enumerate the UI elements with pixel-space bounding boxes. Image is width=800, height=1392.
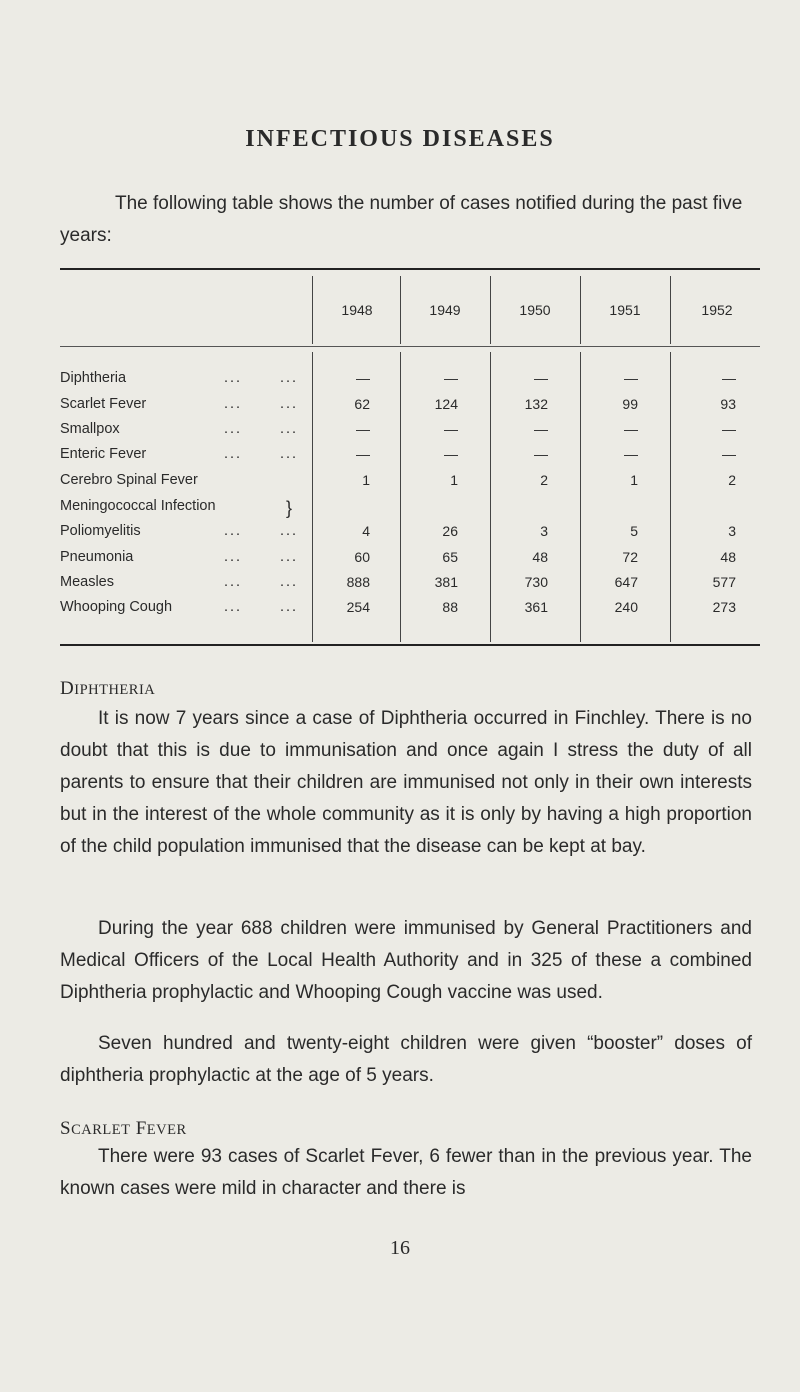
- leader-dots: ...: [224, 574, 243, 590]
- heading-initial: F: [135, 1118, 147, 1139]
- row-label-text: Cerebro Spinal Fever: [60, 472, 198, 488]
- table-cell: 273: [712, 599, 736, 615]
- page-title: INFECTIOUS DISEASES: [245, 126, 555, 152]
- leader-dots: ...: [224, 446, 243, 462]
- table-cell: —: [356, 446, 370, 462]
- leader-dots: ...: [280, 421, 299, 437]
- intro-paragraph: The following table shows the number of cases notified during the past five years:: [60, 193, 743, 246]
- table-cell: 60: [354, 549, 370, 565]
- diphtheria-paragraph-1: It is now 7 years since a case of Diphtheria occurred in Finchley. There is no doubt that this is due to immunisation and once again I stress the duty of all parents to ensure that their children are immunised not only in their own interests but in the interest of the whole community as it is only by having a high proportion of the child population immunised that the disease can be kept at bay.: [60, 708, 752, 857]
- leader-dots: ...: [280, 370, 299, 386]
- table-cell: —: [624, 370, 638, 386]
- table-cell: 48: [532, 549, 548, 565]
- table-cell: 888: [346, 574, 370, 590]
- page-number: 16: [390, 1237, 410, 1259]
- leader-dots: ...: [280, 549, 299, 565]
- year-header-1951: 1951: [609, 302, 641, 318]
- table-cell: —: [722, 370, 736, 386]
- col-divider: [490, 276, 491, 344]
- row-label-text: Whooping Cough: [60, 599, 173, 615]
- table-cell: 3: [540, 523, 548, 539]
- table-cell: 5: [630, 523, 638, 539]
- table-cell: 240: [614, 599, 638, 615]
- leader-dots: ...: [280, 446, 299, 462]
- table-cell: 72: [622, 549, 638, 565]
- row-label-text: Pneumonia: [60, 549, 134, 565]
- col-divider: [400, 276, 401, 344]
- row-label-text: Enteric Fever: [60, 446, 147, 462]
- leader-dots: ...: [224, 549, 243, 565]
- row-label: [60, 421, 310, 437]
- row-label-text: Smallpox: [60, 421, 120, 437]
- table-bottom-rule: [60, 644, 760, 646]
- table-cell: 1: [362, 472, 370, 488]
- row-label: [60, 370, 310, 386]
- year-header-1948: 1948: [341, 302, 373, 318]
- row-label: [60, 549, 310, 565]
- table-cell: —: [534, 370, 548, 386]
- table-cell: 647: [614, 574, 638, 590]
- scarlet-fever-paragraph: There were 93 cases of Scarlet Fever, 6 fewer than in the previous year. The known cases were mild in character and there is: [60, 1146, 752, 1199]
- row-label-text: Scarlet Fever: [60, 396, 147, 412]
- scarlet-fever-heading: [60, 1118, 187, 1140]
- table-cell: 730: [524, 574, 548, 590]
- table-cell: —: [722, 446, 736, 462]
- table-cell: —: [534, 446, 548, 462]
- table-cell: —: [356, 370, 370, 386]
- heading-initial: S: [60, 1118, 72, 1139]
- table-cell: 1: [630, 472, 638, 488]
- row-label: [60, 472, 310, 488]
- leader-dots: ...: [224, 421, 243, 437]
- leader-dots: ...: [224, 599, 243, 615]
- table-cell: 4: [362, 523, 370, 539]
- table-cell: 88: [442, 599, 458, 615]
- row-label-text: Poliomyelitis: [60, 523, 141, 539]
- row-label: [60, 574, 310, 590]
- leader-dots: ...: [224, 396, 243, 412]
- table-header-rule: [60, 346, 760, 347]
- table-top-rule: [60, 268, 760, 270]
- table-cell: 48: [720, 549, 736, 565]
- table-cell: —: [444, 421, 458, 437]
- col-divider: [580, 276, 581, 344]
- heading-rest: EVER: [146, 1122, 187, 1138]
- col-divider: [670, 276, 671, 344]
- diphtheria-heading: [60, 678, 155, 700]
- table-cell: —: [356, 421, 370, 437]
- brace-mark: }: [286, 498, 293, 518]
- row-label: [60, 446, 310, 462]
- row-label: [60, 599, 310, 615]
- table-cell: 1: [450, 472, 458, 488]
- table-cell: —: [444, 370, 458, 386]
- leader-dots: ...: [280, 574, 299, 590]
- row-label: [60, 498, 310, 514]
- table-cell: 65: [442, 549, 458, 565]
- table-cell: 2: [728, 472, 736, 488]
- table-cell: 132: [524, 396, 548, 412]
- leader-dots: ...: [224, 523, 243, 539]
- heading-initial: D: [60, 678, 75, 699]
- leader-dots: ...: [280, 599, 299, 615]
- table-cell: 93: [720, 396, 736, 412]
- col-divider: [312, 276, 313, 344]
- table-cell: 361: [524, 599, 548, 615]
- cases-table: [60, 266, 760, 648]
- table-cell: —: [444, 446, 458, 462]
- table-cell: 2: [540, 472, 548, 488]
- table-cell: 99: [622, 396, 638, 412]
- table-cell: 254: [346, 599, 370, 615]
- row-label-text: Meningococcal Infection: [60, 498, 216, 514]
- diphtheria-paragraph-2: During the year 688 children were immunised by General Practitioners and Medical Officers of the Local Health Authority and in 325 of these a combined Diphtheria prophylactic and Whooping Cough vaccine was used.: [60, 918, 752, 1003]
- leader-dots: ...: [280, 523, 299, 539]
- table-cell: —: [624, 446, 638, 462]
- leader-dots: ...: [224, 370, 243, 386]
- heading-rest: CARLET: [71, 1122, 131, 1138]
- diphtheria-paragraph-3: Seven hundred and twenty-eight children were given “booster” doses of diphtheria prophylactic at the age of 5 years.: [60, 1033, 752, 1086]
- row-label: [60, 523, 310, 539]
- year-header-1949: 1949: [429, 302, 461, 318]
- col-divider: [670, 352, 671, 642]
- table-cell: 3: [728, 523, 736, 539]
- table-cell: 62: [354, 396, 370, 412]
- row-label: [60, 396, 310, 412]
- table-cell: —: [722, 421, 736, 437]
- table-cell: 577: [712, 574, 736, 590]
- table-cell: 124: [434, 396, 458, 412]
- row-label-text: Measles: [60, 574, 114, 590]
- table-cell: 381: [434, 574, 458, 590]
- table-cell: 26: [442, 523, 458, 539]
- table-cell: —: [534, 421, 548, 437]
- table-cell: —: [624, 421, 638, 437]
- year-header-1952: 1952: [701, 302, 733, 318]
- heading-rest: IPHTHERIA: [74, 682, 156, 698]
- leader-dots: ...: [280, 396, 299, 412]
- row-label-text: Diphtheria: [60, 370, 127, 386]
- year-header-1950: 1950: [519, 302, 551, 318]
